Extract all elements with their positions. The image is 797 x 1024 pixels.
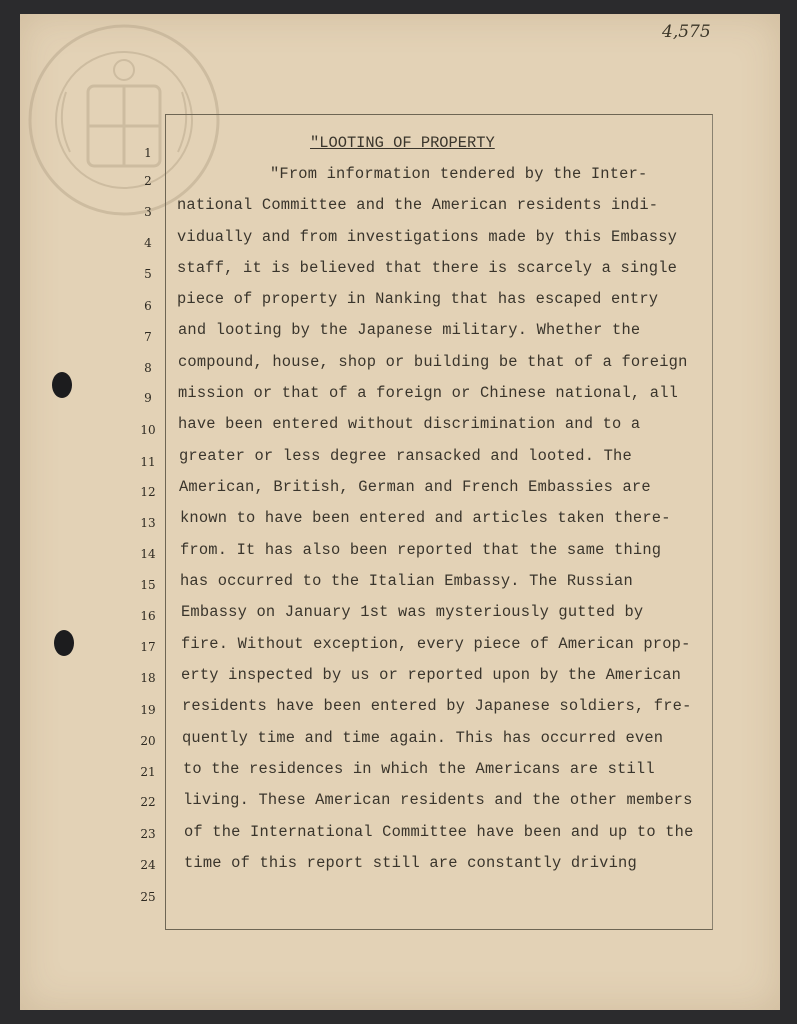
page-number: 4,575	[662, 22, 711, 42]
line-number: 23	[140, 827, 156, 841]
document-text-line: from. It has also been reported that the same thing	[180, 541, 662, 559]
document-text-line: time of this report still are constantly driving	[184, 854, 637, 872]
line-number: 11	[140, 455, 156, 469]
line-number: 14	[140, 547, 156, 561]
punch-hole	[52, 372, 72, 398]
document-text-line: "From information tendered by the Inter-	[270, 165, 648, 183]
document-text-line: to the residences in which the Americans are still	[183, 760, 655, 778]
line-number: 6	[144, 299, 152, 313]
line-number: 5	[144, 267, 152, 281]
line-number: 10	[140, 423, 156, 437]
document-text-line: piece of property in Nanking that has escaped entry	[177, 290, 659, 308]
line-number: 13	[140, 516, 156, 530]
document-text-line: vidually and from investigations made by this Embassy	[177, 228, 678, 246]
line-number: 8	[144, 361, 152, 375]
document-text-line: and looting by the Japanese military. Whether the	[178, 321, 641, 339]
document-text-line: greater or less degree ransacked and looted. The	[179, 447, 632, 465]
punch-hole	[54, 630, 74, 656]
line-number: 17	[140, 640, 156, 654]
line-number: 16	[140, 609, 156, 623]
line-number: 21	[140, 765, 156, 779]
line-number: 9	[144, 391, 152, 405]
document-text-line: compound, house, shop or building be that of a foreign	[178, 353, 688, 371]
document-text-line: American, British, German and French Embassies are	[179, 478, 651, 496]
document-text-line: of the International Committee have been and up to the	[184, 823, 694, 841]
document-text-line: national Committee and the American residents indi-	[177, 196, 659, 214]
document-text-line: erty inspected by us or reported upon by the American	[181, 666, 682, 684]
line-number: 18	[140, 671, 156, 685]
line-number: 19	[140, 703, 156, 717]
line-number: 22	[140, 795, 156, 809]
line-number: 12	[140, 485, 156, 499]
line-number: 7	[144, 330, 152, 344]
document-text-line: staff, it is believed that there is scarcely a single	[177, 259, 678, 277]
document-text-line: has occurred to the Italian Embassy. The Russian	[180, 572, 633, 590]
document-title: "LOOTING OF PROPERTY	[310, 134, 495, 152]
document-text-line: mission or that of a foreign or Chinese national, all	[178, 384, 679, 402]
line-number: 15	[140, 578, 156, 592]
document-text-line: living. These American residents and the other members	[183, 791, 693, 809]
line-number: 1	[144, 146, 152, 160]
document-text-line: have been entered without discrimination and to a	[178, 415, 641, 433]
line-number: 2	[144, 174, 152, 188]
document-text-line: quently time and time again. This has occurred even	[182, 729, 664, 747]
document-text-line: known to have been entered and articles taken there-	[180, 509, 671, 527]
line-number: 4	[144, 236, 152, 250]
document-text-line: Embassy on January 1st was mysteriously gutted by	[181, 603, 644, 621]
document-text-line: residents have been entered by Japanese soldiers, fre-	[182, 697, 692, 715]
line-number: 24	[140, 858, 156, 872]
line-number: 20	[140, 734, 156, 748]
line-number: 3	[144, 205, 152, 219]
document-text-line: fire. Without exception, every piece of American prop-	[181, 635, 691, 653]
line-number: 25	[140, 890, 156, 904]
